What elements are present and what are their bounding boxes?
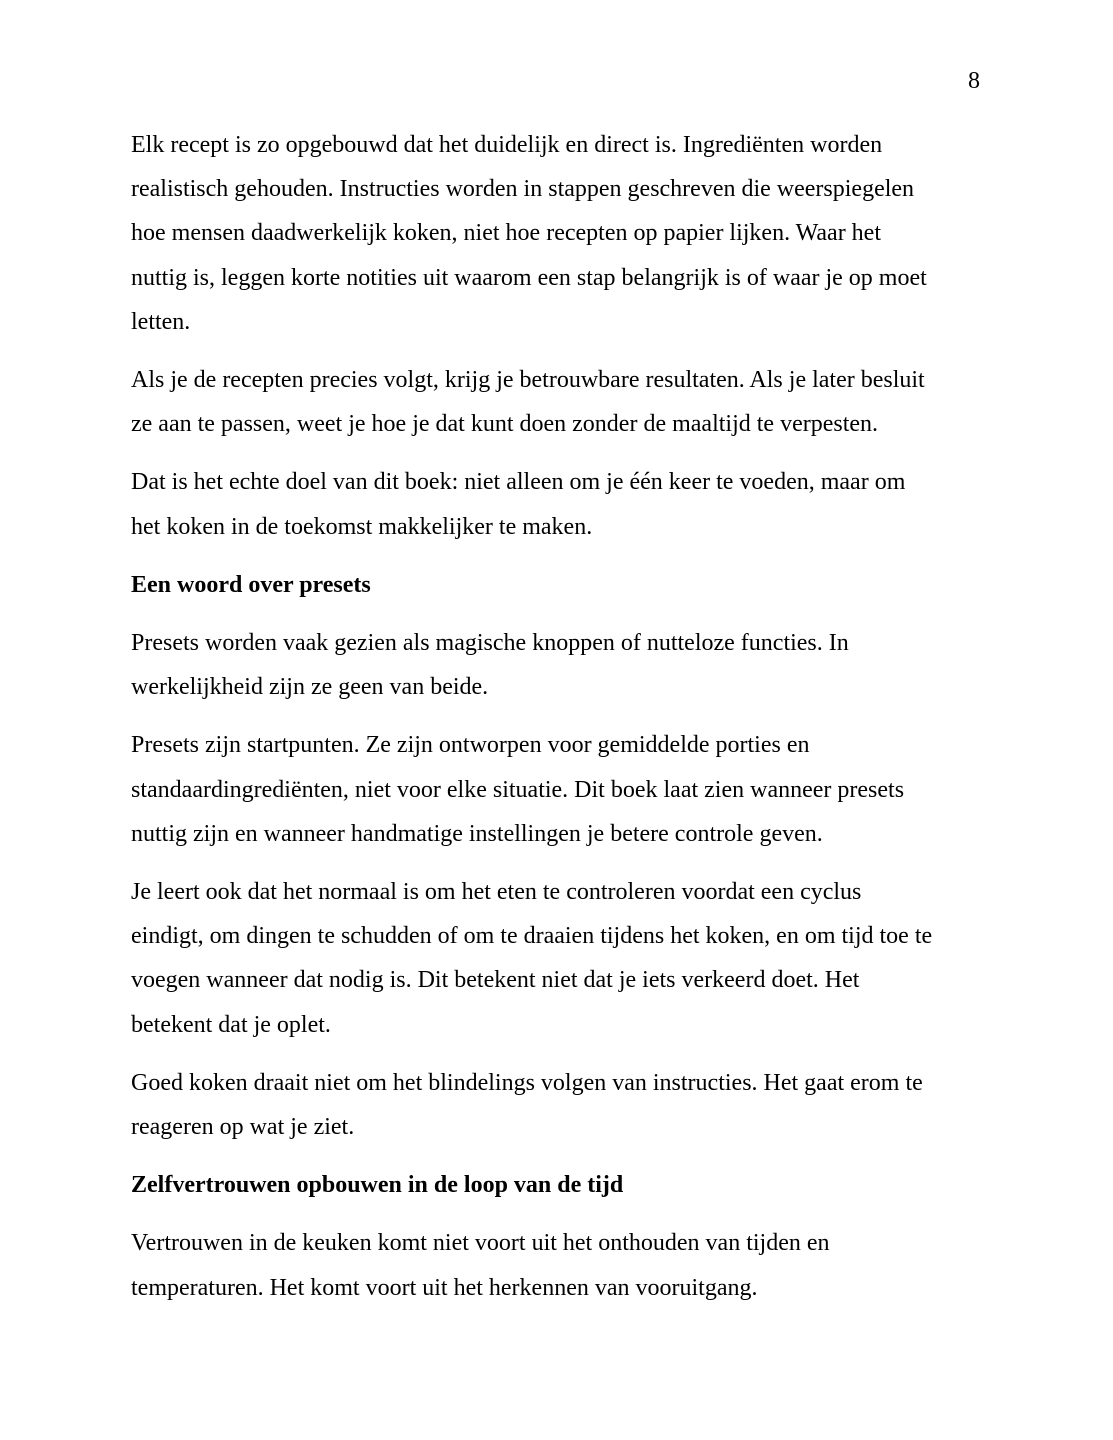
paragraph-good-cooking — [131, 1061, 986, 1149]
text-line: werkelijkheid zijn ze geen van beide. — [131, 674, 489, 701]
text-line: hoe mensen daadwerkelijk koken, niet hoe recepten op papier lijken. Waar het — [131, 220, 881, 247]
text-line: nuttig zijn en wanneer handmatige instellingen je betere controle geven. — [131, 820, 823, 847]
paragraph-check-food — [131, 870, 986, 1047]
section-heading-confidence — [131, 1163, 986, 1207]
text-line: ze aan te passen, weet je hoe je dat kunt doen zonder de maaltijd te verpesten. — [131, 411, 879, 438]
paragraph-presets-starting-points — [131, 723, 986, 856]
text-line: letten. — [131, 308, 191, 335]
text-line: reageren op wat je ziet. — [131, 1114, 355, 1141]
paragraph-follow-recipes — [131, 358, 986, 446]
paragraph-book-goal — [131, 460, 986, 548]
text-line: nuttig is, leggen korte notities uit waarom een stap belangrijk is of waar je op moet — [131, 264, 927, 291]
text-line: Als je de recepten precies volgt, krijg je betrouwbare resultaten. Als je later besluit — [131, 367, 925, 394]
text-line: Dat is het echte doel van dit boek: niet alleen om je één keer te voeden, maar om — [131, 469, 906, 496]
text-line: Vertrouwen in de keuken komt niet voort uit het onthouden van tijden en — [131, 1230, 830, 1257]
text-line: Goed koken draait niet om het blindelings volgen van instructies. Het gaat erom te — [131, 1069, 923, 1096]
text-line: betekent dat je oplet. — [131, 1011, 331, 1038]
page-body — [131, 123, 986, 1324]
page-number: 8 — [968, 68, 980, 94]
text-line: standaardingrediënten, niet voor elke situatie. Dit boek laat zien wanneer presets — [131, 776, 905, 803]
text-line: voegen wanneer dat nodig is. Dit betekent niet dat je iets verkeerd doet. Het — [131, 967, 860, 994]
text-line: het koken in de toekomst makkelijker te maken. — [131, 513, 593, 540]
paragraph-recipe-structure — [131, 123, 986, 344]
text-line: Presets worden vaak gezien als magische knoppen of nutteloze functies. In — [131, 630, 849, 657]
text-line: realistisch gehouden. Instructies worden in stappen geschreven die weerspiegelen — [131, 176, 915, 203]
text-line: Presets zijn startpunten. Ze zijn ontworpen voor gemiddelde porties en — [131, 732, 810, 759]
text-line: temperaturen. Het komt voort uit het herkennen van vooruitgang. — [131, 1274, 758, 1301]
text-line: Je leert ook dat het normaal is om het eten te controleren voordat een cyclus — [131, 879, 862, 906]
text-line: eindigt, om dingen te schudden of om te draaien tijdens het koken, en om tijd toe te — [131, 923, 933, 950]
paragraph-presets-intro — [131, 621, 986, 709]
section-heading-presets — [131, 563, 986, 607]
heading-text: Zelfvertrouwen opbouwen in de loop van de tijd — [131, 1172, 624, 1199]
heading-text: Een woord over presets — [131, 571, 371, 598]
paragraph-confidence — [131, 1221, 986, 1309]
text-line: Elk recept is zo opgebouwd dat het duidelijk en direct is. Ingrediënten worden — [131, 132, 883, 158]
